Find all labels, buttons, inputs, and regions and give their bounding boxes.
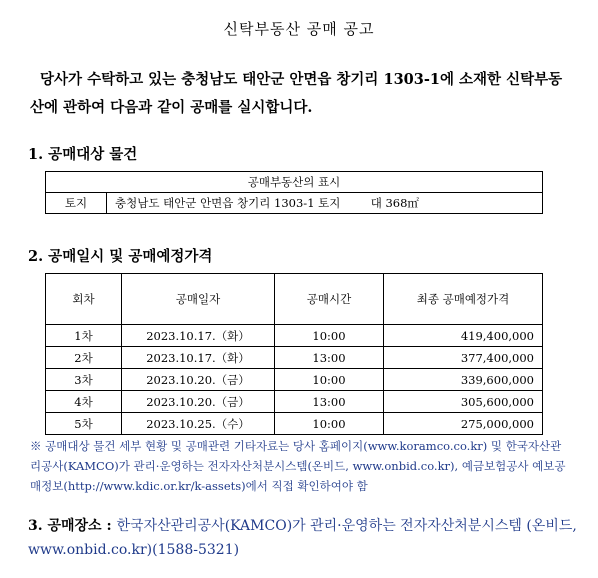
auction-place-value: 한국자산관리공사(KAMCO)가 관리·운영하는 전자자산처분시스템 (온비드, www.onbid.co.kr)(1588-5321)	[28, 518, 577, 558]
column-header-price: 최종 공매예정가격	[384, 274, 543, 325]
time-cell: 10:00	[275, 369, 384, 391]
property-type-cell: 토지	[46, 193, 107, 214]
time-cell: 10:00	[275, 413, 384, 435]
round-cell: 3차	[46, 369, 122, 391]
round-cell: 2차	[46, 347, 122, 369]
table-row	[46, 391, 543, 413]
page-title: 신탁부동산 공매 공고	[223, 20, 375, 38]
auction-place	[28, 514, 588, 562]
column-header-time: 공매시간	[275, 274, 384, 325]
table-row	[46, 347, 543, 369]
price-cell: 377,400,000	[384, 347, 543, 369]
schedule-table	[45, 273, 543, 435]
column-header-date: 공매일자	[122, 274, 275, 325]
date-cell: 2023.10.20.（금）	[122, 369, 275, 391]
intro-paragraph: 당사가 수탁하고 있는 충청남도 태안군 안면읍 창기리 1303-1에 소재한 신탁부동산에 관하여 다음과 같이 공매를 실시합니다.	[30, 71, 563, 116]
date-cell: 2023.10.17.（화）	[122, 347, 275, 369]
table-row	[46, 325, 543, 347]
price-cell: 275,000,000	[384, 413, 543, 435]
section1-heading: 1. 공매대상 물건	[28, 146, 138, 163]
time-cell: 13:00	[275, 391, 384, 413]
section2-heading: 2. 공매일시 및 공매예정가격	[28, 248, 213, 265]
date-cell: 2023.10.17.（화）	[122, 325, 275, 347]
property-description-cell: 충청남도 태안군 안면읍 창기리 1303-1 토지 대 368㎡	[107, 193, 543, 214]
table-row	[46, 369, 543, 391]
table-row	[46, 413, 543, 435]
date-cell: 2023.10.20.（금）	[122, 391, 275, 413]
round-cell: 1차	[46, 325, 122, 347]
date-cell: 2023.10.25.（수）	[122, 413, 275, 435]
price-cell: 419,400,000	[384, 325, 543, 347]
property-table	[45, 171, 543, 214]
round-cell: 4차	[46, 391, 122, 413]
price-cell: 339,600,000	[384, 369, 543, 391]
notice-note: ※ 공매대상 물건 세부 현황 및 공매관련 기타자료는 당사 홈페이지(www.koramco.co.kr) 및 한국자산관리공사(KAMCO)가 관리·운영하는 전자자산처분시스템(온비드, www.onbid.co.kr), 예금보험공사 예보공매정보(http://www.kdic.or.kr/k-assets)에서 직접 확인하여야 함	[30, 439, 566, 493]
time-cell: 13:00	[275, 347, 384, 369]
schedule-header-row	[46, 274, 543, 325]
property-table-header: 공매부동산의 표시	[46, 172, 543, 193]
round-cell: 5차	[46, 413, 122, 435]
time-cell: 10:00	[275, 325, 384, 347]
column-header-round: 회차	[46, 274, 122, 325]
price-cell: 305,600,000	[384, 391, 543, 413]
auction-place-label: 3. 공매장소 :	[28, 518, 117, 534]
